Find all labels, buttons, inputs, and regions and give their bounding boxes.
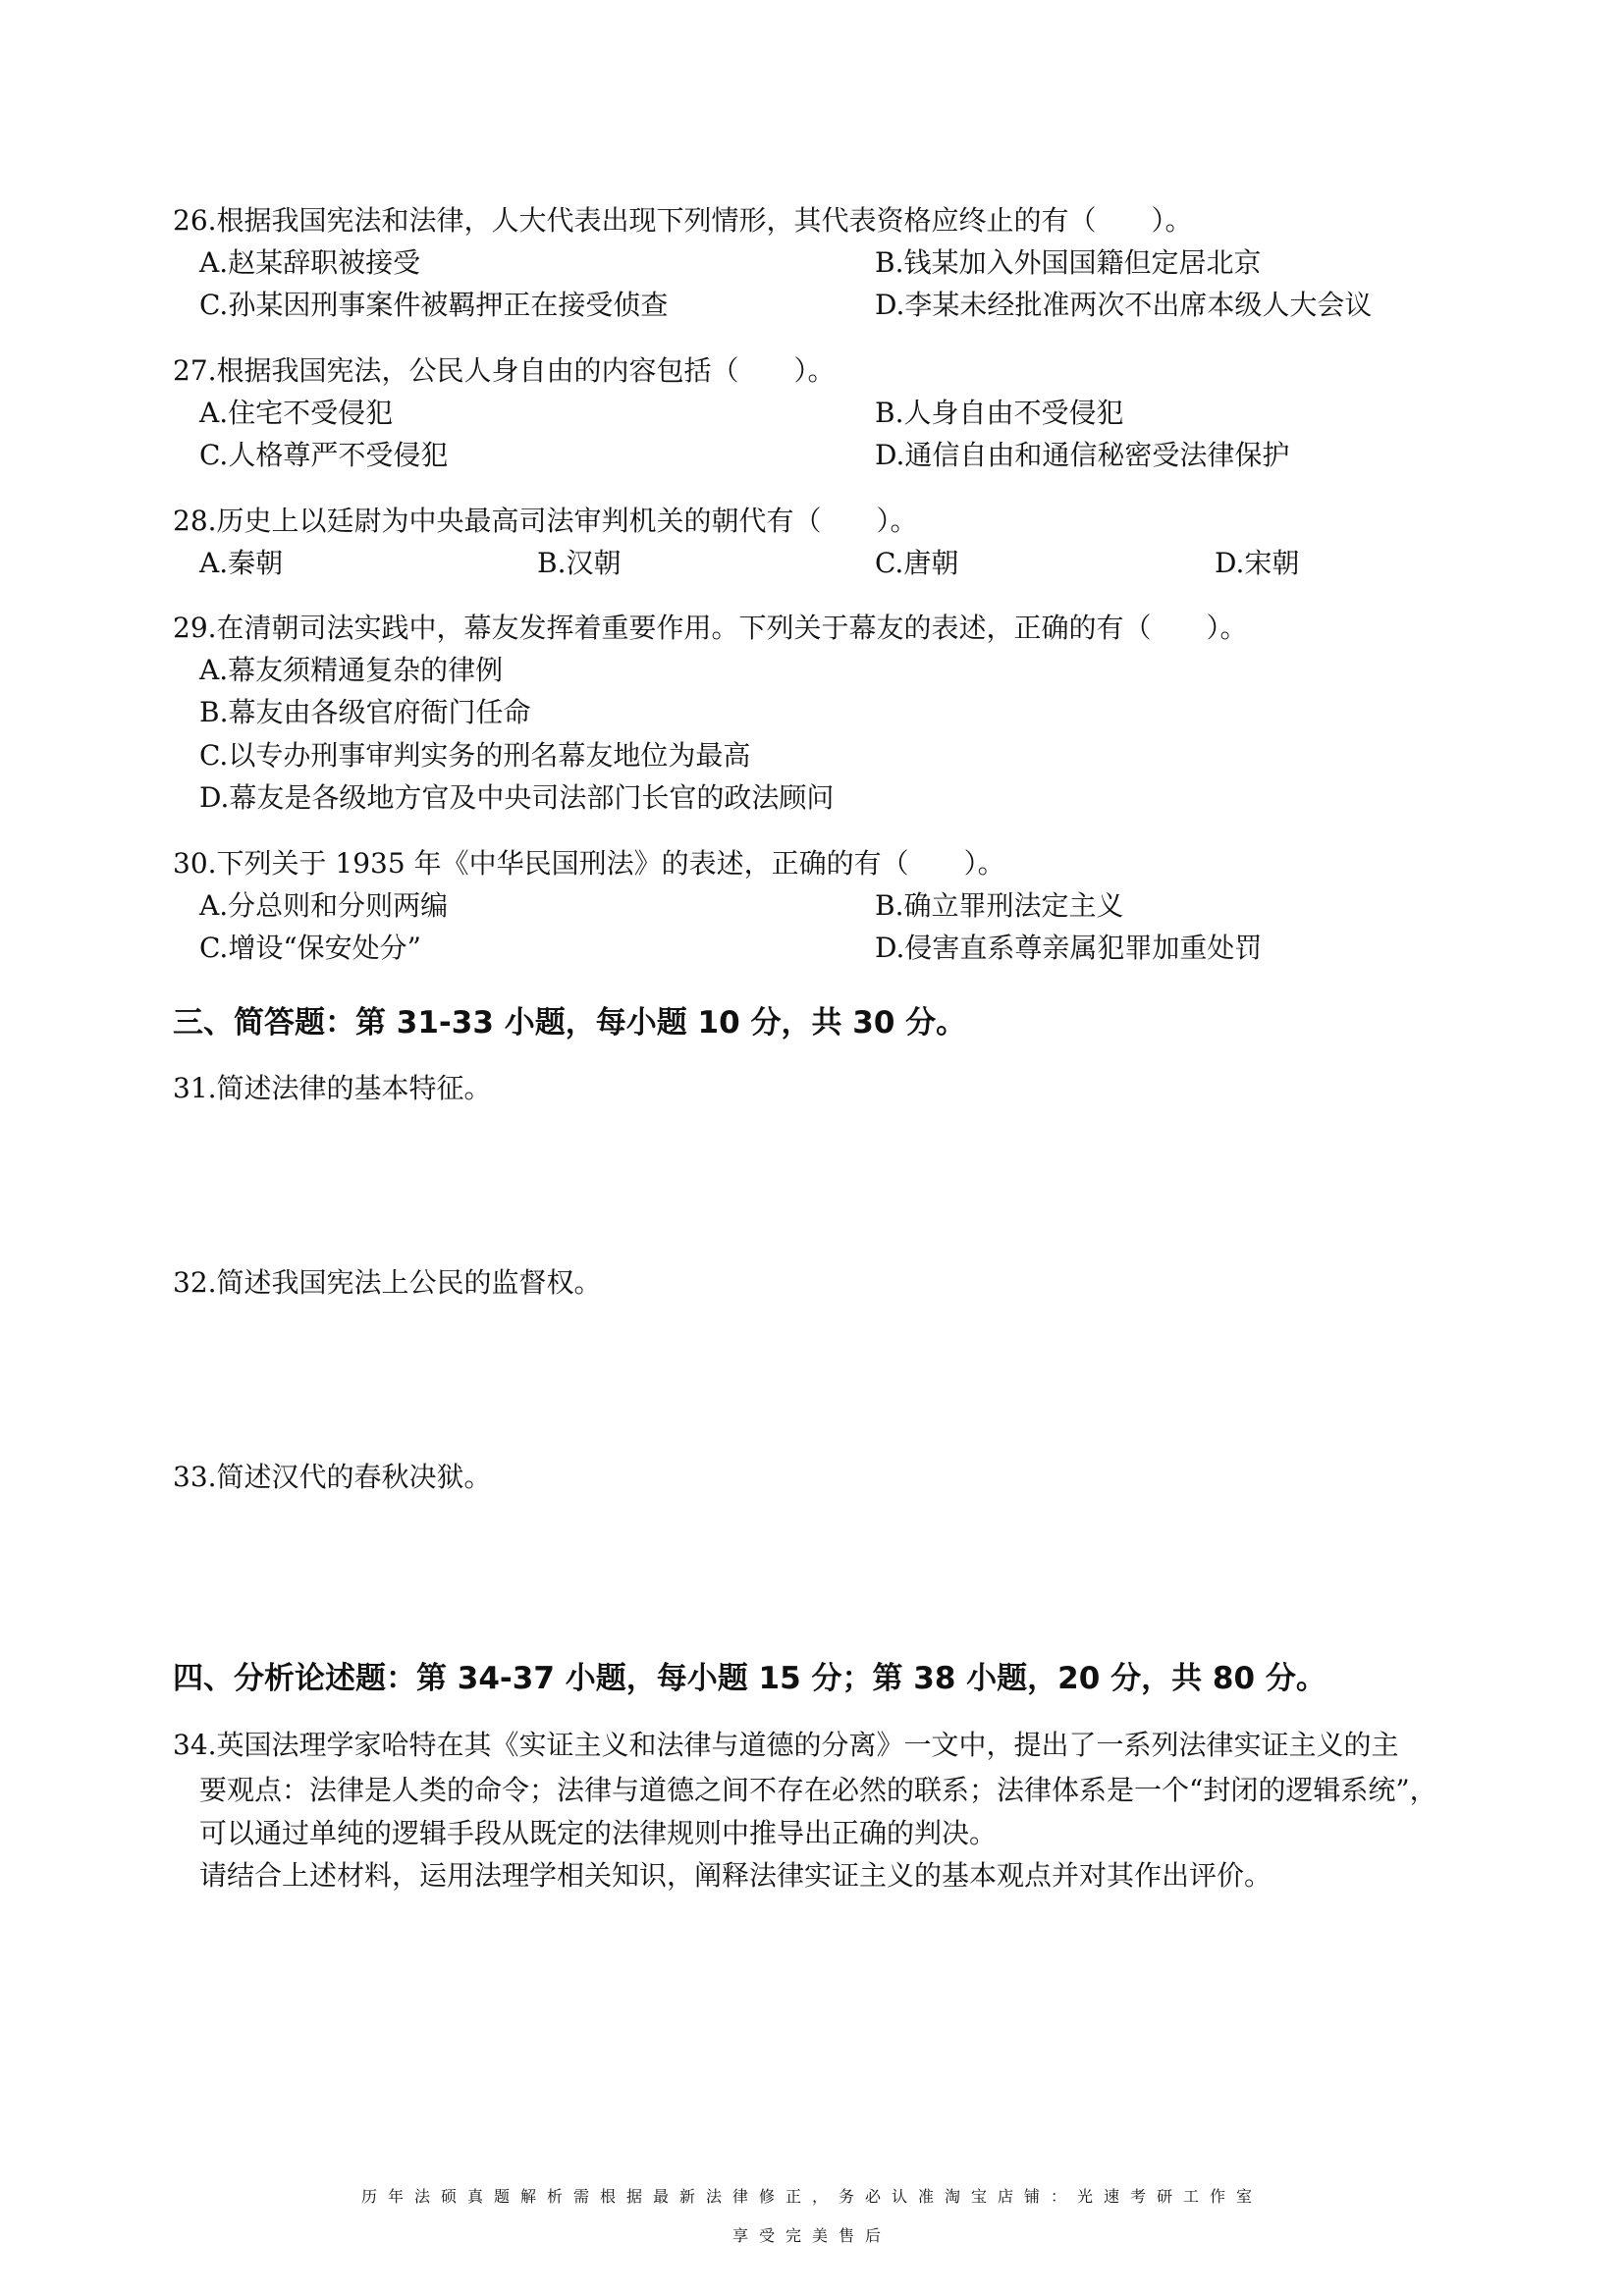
- q31-text: 31.简述法律的基本特征。: [173, 1072, 492, 1104]
- q26-option-b: B.钱某加入外国国籍但定居北京: [875, 246, 1262, 279]
- q27-stem: 27.根据我国宪法，公民人身自由的内容包括（ ）。: [173, 354, 836, 387]
- q33-text: 33.简述汉代的春秋决狱。: [173, 1461, 492, 1493]
- q27-option-a: A.住宅不受侵犯: [199, 397, 394, 429]
- q26-option-c: C.孙某因刑事案件被羁押正在接受侦查: [199, 289, 669, 321]
- q29-option-a: A.幕友须精通复杂的律例: [199, 654, 504, 686]
- q30-option-b: B.确立罪刑法定主义: [875, 889, 1124, 922]
- q27-option-c: C.人格尊严不受侵犯: [199, 439, 449, 471]
- q34-line-3: 可以通过单纯的逻辑手段从既定的法律规则中推导出正确的判决。: [199, 1817, 998, 1849]
- q28-option-a: A.秦朝: [199, 547, 284, 579]
- q30-option-d: D.侵害直系尊亲属犯罪加重处罚: [875, 932, 1263, 964]
- q30-option-a: A.分总则和分则两编: [199, 889, 449, 922]
- q26-option-a: A.赵某辞职被接受: [199, 246, 421, 279]
- q29-stem: 29.在清朝司法实践中，幕友发挥着重要作用。下列关于幕友的表述，正确的有（ ）。: [173, 612, 1248, 644]
- q29-option-c: C.以专办刑事审判实务的刑名幕友地位为最高: [199, 739, 751, 772]
- section-3-heading: 三、简答题：第 31-33 小题，每小题 10 分，共 30 分。: [173, 1005, 967, 1041]
- q26-option-d: D.李某未经批准两次不出席本级人大会议: [875, 289, 1373, 321]
- q34-line-2: 要观点：法律是人类的命令；法律与道德之间不存在必然的联系；法律体系是一个“封闭的逻辑系统”，: [199, 1774, 1437, 1806]
- q34-line-4: 请结合上述材料，运用法理学相关知识，阐释法律实证主义的基本观点并对其作出评价。: [199, 1859, 1272, 1892]
- q26-stem: 26.根据我国宪法和法律，人大代表出现下列情形，其代表资格应终止的有（ ）。: [173, 204, 1193, 237]
- q27-option-d: D.通信自由和通信秘密受法律保护: [875, 439, 1290, 471]
- q34-line-1: 34.英国法理学家哈特在其《实证主义和法律与道德的分离》一文中，提出了一系列法律实证主义的主: [173, 1729, 1399, 1761]
- footer-subnotice: 享受完美售后: [731, 2226, 892, 2245]
- q32-text: 32.简述我国宪法上公民的监督权。: [173, 1266, 602, 1299]
- section-4-heading: 四、分析论述题：第 34-37 小题，每小题 15 分；第 38 小题，20 分，共 80 分。: [173, 1661, 1326, 1696]
- q28-stem: 28.历史上以廷尉为中央最高司法审判机关的朝代有（ ）。: [173, 505, 918, 537]
- q28-option-d: D.宋朝: [1215, 547, 1300, 579]
- q28-option-b: B.汉朝: [537, 547, 622, 579]
- q30-option-c: C.增设“保安处分”: [199, 932, 421, 964]
- q28-option-c: C.唐朝: [875, 547, 959, 579]
- footer-notice: 历年法硕真题解析需根据最新法律修正，务必认准淘宝店铺：光速考研工作室: [360, 2187, 1263, 2206]
- q29-option-b: B.幕友由各级官府衙门任命: [199, 696, 531, 728]
- q29-option-d: D.幕友是各级地方官及中央司法部门长官的政法顾问: [199, 781, 835, 814]
- q27-option-b: B.人身自由不受侵犯: [875, 397, 1124, 429]
- q30-stem: 30.下列关于 1935 年《中华民国刑法》的表述，正确的有（ ）。: [173, 847, 1005, 880]
